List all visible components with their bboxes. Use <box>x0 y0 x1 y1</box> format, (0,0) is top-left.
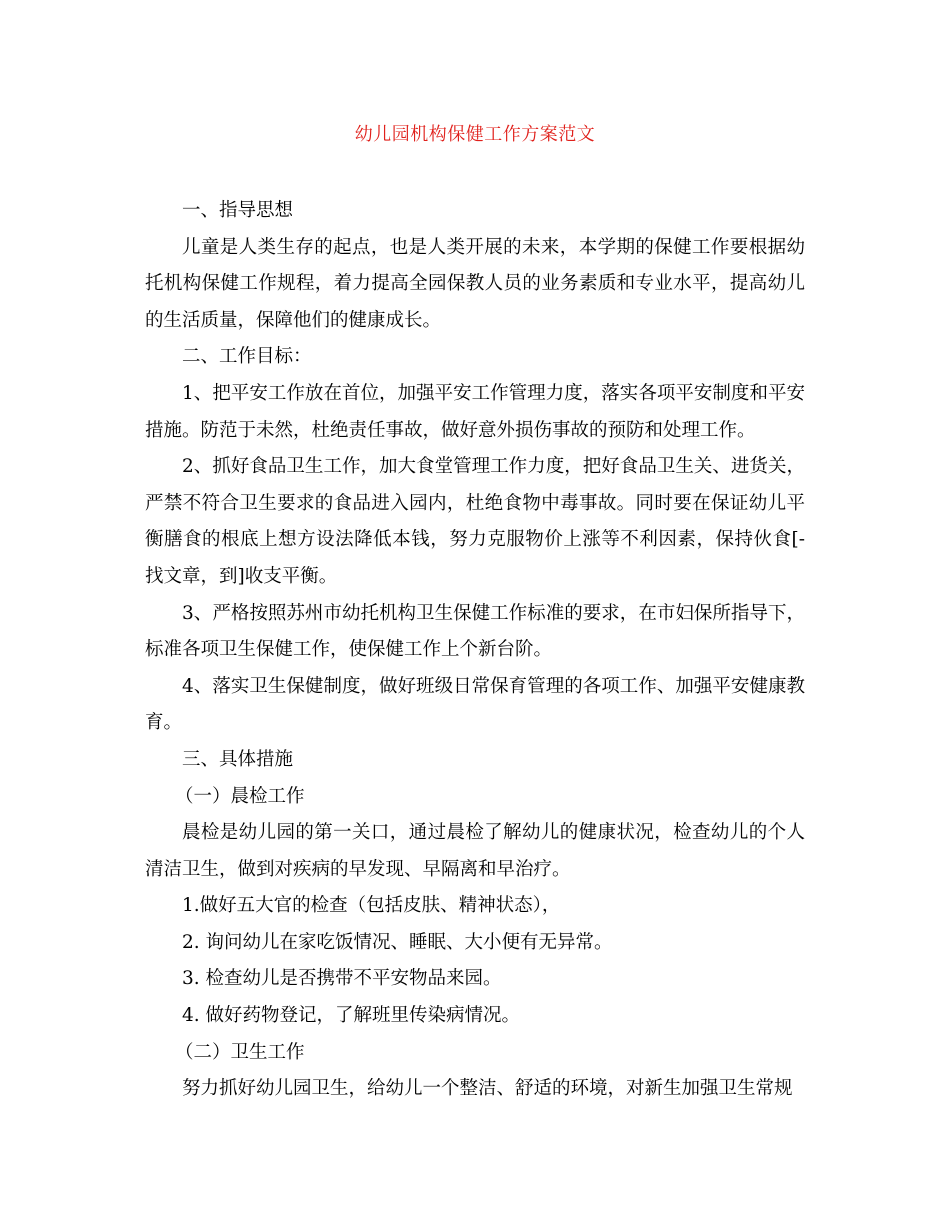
paragraph-morning-check: 晨检是幼儿园的第一关口，通过晨检了解幼儿的健康状况，检查幼儿的个人清洁卫生，做到对疾病的早发现、早隔离和早治疗。 <box>145 822 805 880</box>
paragraph-goal-2: 2、抓好食品卫生工作，加大食堂管理工作力度，把好食品卫生关、进货关，严禁不符合卫生要求的食品进入园内，杜绝食物中毒事故。同时要在保证幼儿平衡膳食的根底上想方设法降低本钱，努力克服物价上涨等不利因素，保持伙食[-找文章，到]收支平衡。 <box>145 456 805 587</box>
list-item-3: 3. 检查幼儿是否携带不平安物品来园。 <box>182 968 502 990</box>
section-heading-measures: 三、具体措施 <box>182 748 294 770</box>
paragraph-goal-1: 1、把平安工作放在首位，加强平安工作管理力度，落实各项平安制度和平安措施。防范于未然，杜绝责任事故，做好意外损伤事故的预防和处理工作。 <box>145 382 805 441</box>
paragraph-hygiene: 努力抓好幼儿园卫生，给幼儿一个整洁、舒适的环境，对新生加强卫生常规 <box>182 1078 793 1100</box>
paragraph-goal-4: 4、落实卫生保健制度，做好班级日常保育管理的各项工作、加强平安健康教育。 <box>145 675 805 734</box>
section-heading-work-goals: 二、工作目标： <box>182 346 312 368</box>
section-heading-guiding-ideology: 一、指导思想 <box>182 200 294 221</box>
subsection-heading-hygiene: （二）卫生工作 <box>175 1041 305 1063</box>
document-title: 幼儿园机构保健工作方案范文 <box>354 124 596 145</box>
paragraph-goal-3: 3、严格按照苏州市幼托机构卫生保健工作标准的要求，在市妇保所指导下，标准各项卫生保健工作，使保健工作上个新台阶。 <box>145 602 805 661</box>
document-body <box>145 193 805 1108</box>
paragraph-guiding-ideology: 儿童是人类生存的起点，也是人类开展的未来，本学期的保健工作要根据幼托机构保健工作规程，着力提高全园保教人员的业务素质和专业水平，提高幼儿的生活质量，保障他们的健康成长。 <box>145 236 805 331</box>
list-item-2: 2. 询问幼儿在家吃饭情况、睡眠、大小便有无异常。 <box>182 931 613 953</box>
list-item-4: 4. 做好药物登记，了解班里传染病情况。 <box>182 1005 521 1027</box>
list-item-1: 1.做好五大官的检查（包括皮肤、精神状态）， <box>182 895 561 917</box>
subsection-heading-morning-check: （一）晨检工作 <box>175 785 305 807</box>
